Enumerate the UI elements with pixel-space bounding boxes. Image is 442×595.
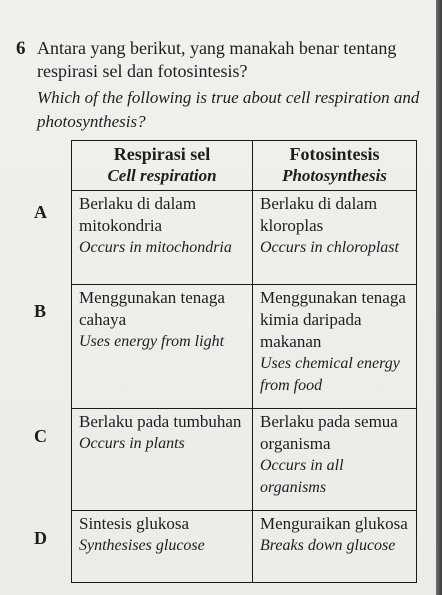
question-stem-malay: Antara yang berikut, yang manakah benar tentang respirasi sel dan fotosintesis? [37, 38, 397, 81]
header-respiration-malay: Respirasi sel [113, 144, 211, 164]
cell-text-malay: Menggunakan tenaga kimia daripada makanan [260, 288, 406, 351]
cell-text-english: Uses energy from light [79, 333, 225, 350]
table-header-row [72, 141, 417, 191]
option-a-respiration-cell [72, 191, 253, 285]
header-respiration-english: Cell respiration [107, 166, 217, 185]
cell-text-malay: Sintesis glukosa [79, 514, 190, 533]
cell-text-english: Occurs in plants [79, 435, 185, 452]
header-cell-respiration [72, 141, 253, 191]
option-a-photosynthesis-cell [253, 191, 417, 285]
question-number: 6 [16, 38, 26, 59]
header-photosynthesis-malay: Fotosintesis [289, 144, 380, 164]
cell-text-english: Occurs in all organisms [260, 457, 344, 496]
cell-text-english: Uses chemical energy from food [260, 355, 400, 394]
table-row[interactable] [72, 191, 417, 285]
option-d-photosynthesis-cell [253, 511, 417, 583]
option-letter-d[interactable]: D [34, 528, 47, 548]
header-cell-photosynthesis [253, 141, 417, 191]
cell-text-malay: Berlaku pada semua organisma [260, 412, 398, 453]
option-b-respiration-cell [72, 285, 253, 409]
cell-text-malay: Berlaku pada tumbuhan [79, 412, 242, 431]
option-c-photosynthesis-cell [253, 409, 417, 511]
option-letter-b[interactable]: B [34, 301, 47, 321]
option-d-respiration-cell [72, 511, 253, 583]
option-letter-a[interactable]: A [34, 202, 47, 222]
question-stem-english: Which of the following is true about cell respiration and photosynthesis? [37, 88, 420, 131]
page-edge-shadow [436, 0, 442, 595]
cell-text-malay: Berlaku di dalam mitokondria [79, 194, 197, 235]
table-row[interactable] [72, 511, 417, 583]
cell-text-english: Occurs in chloroplast [260, 239, 399, 256]
cell-text-english: Synthesises glucose [79, 537, 205, 554]
cell-text-malay: Berlaku di dalam kloroplas [260, 194, 378, 235]
table-row[interactable] [72, 285, 417, 409]
cell-text-malay: Menggunakan tenaga cahaya [79, 288, 225, 329]
cell-text-english: Occurs in mitochondria [79, 239, 232, 256]
option-b-photosynthesis-cell [253, 285, 417, 409]
table-row[interactable] [72, 409, 417, 511]
comparison-table [71, 140, 417, 583]
option-c-respiration-cell [72, 409, 253, 511]
cell-text-english: Breaks down glucose [260, 537, 396, 554]
option-letter-c[interactable]: C [34, 426, 47, 446]
cell-text-malay: Menguraikan glukosa [260, 514, 408, 533]
header-photosynthesis-english: Photosynthesis [282, 166, 387, 185]
